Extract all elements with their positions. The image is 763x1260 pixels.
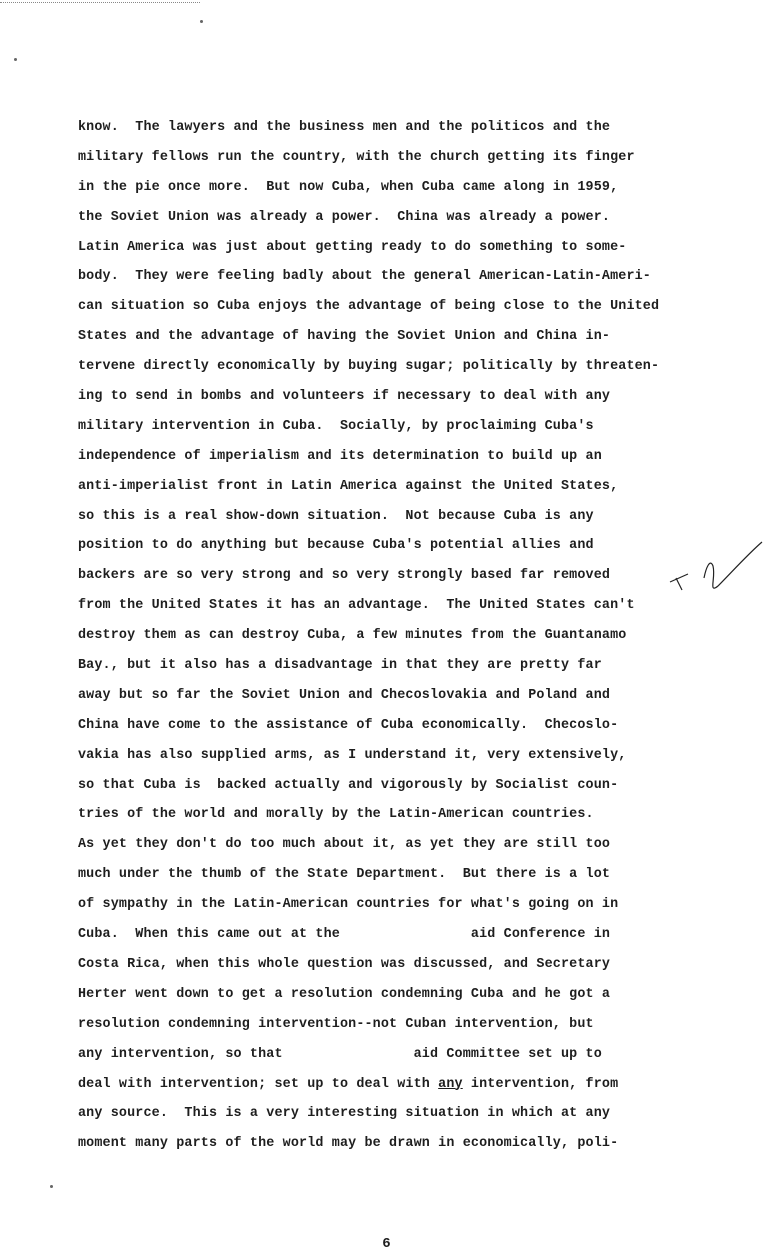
text-line: independence of imperialism and its determination to build up an [78,448,602,464]
text-line: States and the advantage of having the Soviet Union and China in- [78,329,611,345]
text-segment: deal with intervention; set up to deal with [78,1076,439,1092]
text-line: destroy them as can destroy Cuba, a few minutes from the Guantanamo [78,628,627,644]
text-line: so this is a real show-down situation. Not because Cuba is any [78,508,594,524]
scan-speck [200,20,203,23]
text-line: can situation so Cuba enjoys the advantage of being close to the United [78,299,660,315]
text-line: the Soviet Union was already a power. China was already a power. [78,209,611,225]
text-line: much under the thumb of the State Department. But there is a lot [78,867,611,883]
body-text [78,113,738,1159]
text-line: resolution condemning intervention--not Cuban intervention, but [78,1016,594,1032]
text-line: anti-imperialist front in Latin America against the United States, [78,478,619,494]
page-number: 6 [382,1236,391,1252]
handwritten-check-mark-icon [668,538,763,608]
text-line: Latin America was just about getting ready to do something to some- [78,239,627,255]
text-line: from the United States it has an advantage. The United States can't [78,598,635,614]
text-line: any intervention, so that aid Committee set up to [78,1046,602,1062]
text-line: Herter went down to get a resolution condemning Cuba and he got a [78,986,611,1002]
text-line: position to do anything but because Cuba's potential allies and [78,538,594,554]
text-line: tervene directly economically by buying sugar; politically by threaten- [78,359,660,375]
text-line: As yet they don't do too much about it, as yet they are still too [78,837,611,853]
text-line: so that Cuba is backed actually and vigorously by Socialist coun- [78,777,619,793]
text-line: Cuba. When this came out at the aid Conference in [78,927,611,943]
scan-speck [14,58,17,61]
text-line-with-underline [78,1070,738,1100]
scan-speck [50,1185,53,1188]
text-line: China have come to the assistance of Cuba economically. Checoslo- [78,717,619,733]
text-line: away but so far the Soviet Union and Checoslovakia and Poland and [78,687,611,703]
text-line: Costa Rica, when this whole question was discussed, and Secretary [78,956,611,972]
text-line: in the pie once more. But now Cuba, when Cuba came along in 1959, [78,179,619,195]
text-line: ing to send in bombs and volunteers if necessary to deal with any [78,389,611,405]
text-line: vakia has also supplied arms, as I understand it, very extensively, [78,747,627,763]
text-line: tries of the world and morally by the Latin-American countries. [78,807,594,823]
text-line: military fellows run the country, with the church getting its finger [78,149,635,165]
text-line: know. The lawyers and the business men and the politicos and the [78,120,611,135]
text-line: any source. This is a very interesting situation in which at any [78,1106,611,1122]
text-line: Bay., but it also has a disadvantage in that they are pretty far [78,658,602,674]
underlined-word: any [438,1076,463,1092]
text-line: military intervention in Cuba. Socially, by proclaiming Cuba's [78,418,594,434]
text-segment: intervention, from [462,1076,619,1092]
text-line: of sympathy in the Latin-American countries for what's going on in [78,897,619,913]
top-edge-scan-mark [0,2,200,3]
text-line: body. They were feeling badly about the general American-Latin-Ameri- [78,269,651,285]
text-line: backers are so very strong and so very strongly based far removed [78,568,611,584]
text-line: moment many parts of the world may be drawn in economically, poli- [78,1136,619,1152]
